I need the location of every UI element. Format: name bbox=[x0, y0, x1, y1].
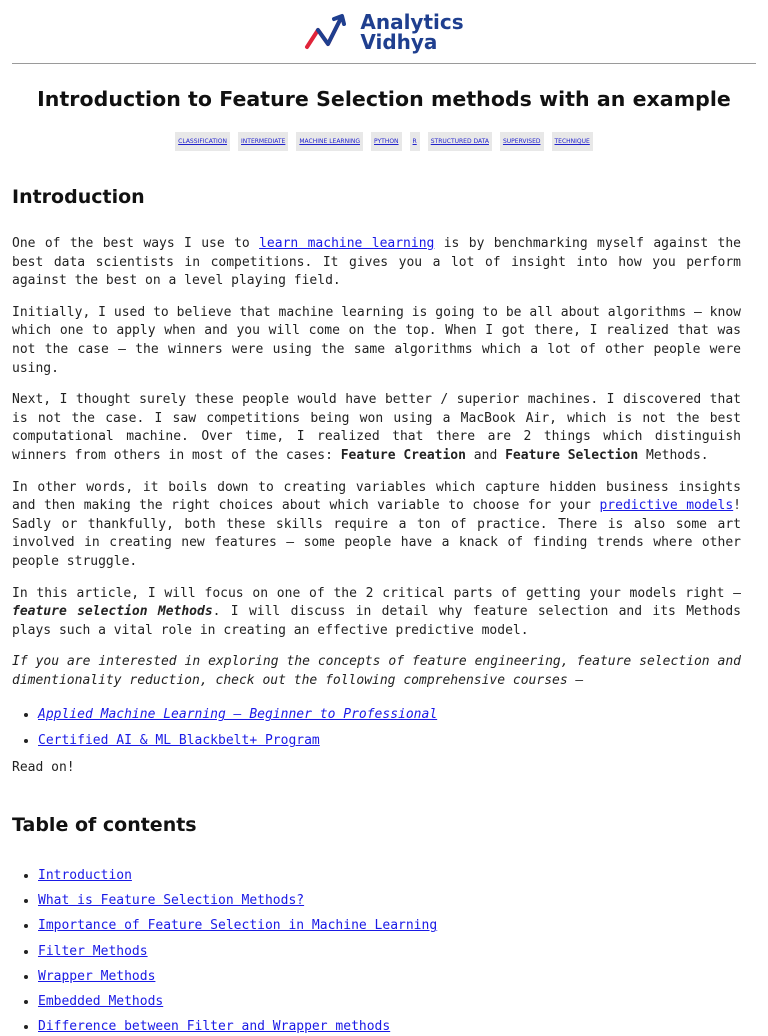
text: ! Sadly or thankfully, both these skills require a ton of practice. There is also some art involved in creating new features – some people have a knack of finding trends where other people struggle. bbox=[12, 498, 741, 569]
bold-italic-text: feature selection Methods bbox=[12, 604, 213, 620]
paragraph: Initially, I used to believe that machine learning is going to be all about algorithms – know which one to apply when and you will come on the top. When I got there, I realized that was not the case – the winners were using the same algorithms which a lot of other people were using. bbox=[12, 304, 741, 376]
list-item bbox=[38, 867, 741, 885]
list-item bbox=[38, 1018, 741, 1036]
tag-link[interactable]: STRUCTURED DATA bbox=[428, 132, 492, 151]
toc-link[interactable]: Importance of Feature Selection in Machine Learning bbox=[38, 918, 438, 934]
tag-link[interactable]: SUPERVISED bbox=[500, 132, 544, 151]
text: . I will discuss in detail why feature selection and its Methods plays such a vital role in creating an effective predictive model. bbox=[12, 604, 741, 638]
paragraph bbox=[12, 479, 741, 572]
text: In this article, I will focus on one of the 2 critical parts of getting your models right – bbox=[12, 585, 741, 601]
course-link-applied-ml[interactable]: Applied Machine Learning – Beginner to Professional bbox=[38, 707, 438, 723]
article-title: Introduction to Feature Selection methods with an example bbox=[37, 87, 731, 111]
toc-link[interactable]: Filter Methods bbox=[38, 943, 148, 959]
article-body bbox=[0, 186, 768, 1036]
toc-link[interactable]: Introduction bbox=[38, 868, 132, 884]
toc-link[interactable]: Embedded Methods bbox=[38, 994, 164, 1009]
paragraph bbox=[12, 391, 741, 465]
list-item bbox=[38, 968, 741, 986]
analytics-vidhya-logo-mark-icon bbox=[304, 11, 356, 53]
section-heading-toc: Table of contents bbox=[12, 814, 197, 837]
paragraph bbox=[12, 585, 741, 641]
toc-link[interactable]: Wrapper Methods bbox=[38, 968, 156, 984]
logo-wordmark bbox=[360, 9, 464, 54]
text: and bbox=[465, 447, 506, 463]
bold-text: Feature Selection bbox=[505, 447, 639, 463]
course-list bbox=[12, 706, 741, 750]
site-logo[interactable] bbox=[304, 11, 463, 53]
tag-link[interactable]: TECHNIQUE bbox=[552, 132, 593, 151]
text: In other words, it boils down to creating variables which capture hidden business insights and then making the right choices about which variable to choose for your bbox=[12, 479, 741, 514]
tag-link[interactable]: PYTHON bbox=[371, 132, 402, 151]
predictive-models-link[interactable]: predictive models bbox=[599, 498, 734, 514]
tag-link[interactable]: CLASSIFICATION bbox=[175, 132, 230, 151]
paragraph-italic: If you are interested in exploring the concepts of feature engineering, feature selection and dimentionality reduction, check out the following comprehensive courses – bbox=[12, 654, 741, 688]
bold-text: Feature Creation bbox=[340, 447, 466, 463]
list-item bbox=[38, 706, 741, 724]
list-item bbox=[38, 943, 741, 961]
text: Next, I thought surely these people would have better / superior machines. I discovered that is not the case. I saw competitions being won using a MacBook Air, which is not the best computational machine. Over time, I realized that there are 2 things which distinguish winners from others in most of the cases: bbox=[12, 392, 741, 463]
learn-machine-learning-link[interactable]: learn machine learning bbox=[259, 236, 435, 251]
tag-link[interactable]: R bbox=[410, 132, 420, 151]
text: Methods. bbox=[638, 447, 709, 463]
toc-link[interactable]: Difference between Filter and Wrapper methods bbox=[38, 1019, 391, 1035]
tag-list bbox=[0, 132, 768, 151]
text: One of the best ways I use to bbox=[12, 236, 260, 251]
logo-line-2: Vidhya bbox=[360, 29, 438, 54]
toc-list bbox=[12, 867, 741, 1036]
section-heading-introduction: Introduction bbox=[12, 186, 145, 208]
site-header bbox=[12, 0, 756, 64]
list-item bbox=[38, 732, 741, 750]
paragraph bbox=[12, 235, 741, 291]
logo-line-1: Analytics bbox=[360, 9, 464, 34]
list-item bbox=[38, 917, 741, 935]
paragraph: Read on! bbox=[12, 760, 75, 776]
tag-link[interactable]: INTERMEDIATE bbox=[238, 132, 288, 151]
list-item bbox=[38, 993, 741, 1011]
course-link-blackbelt[interactable]: Certified AI & ML Blackbelt+ Program bbox=[38, 733, 320, 749]
text: is by benchmarking myself against the best data scientists in competitions. It gives you a lot of insight into how you perform against the best on a level playing field. bbox=[12, 236, 741, 289]
tag-link[interactable]: MACHINE LEARNING bbox=[296, 132, 363, 151]
list-item bbox=[38, 892, 741, 910]
toc-link[interactable]: What is Feature Selection Methods? bbox=[38, 893, 305, 909]
